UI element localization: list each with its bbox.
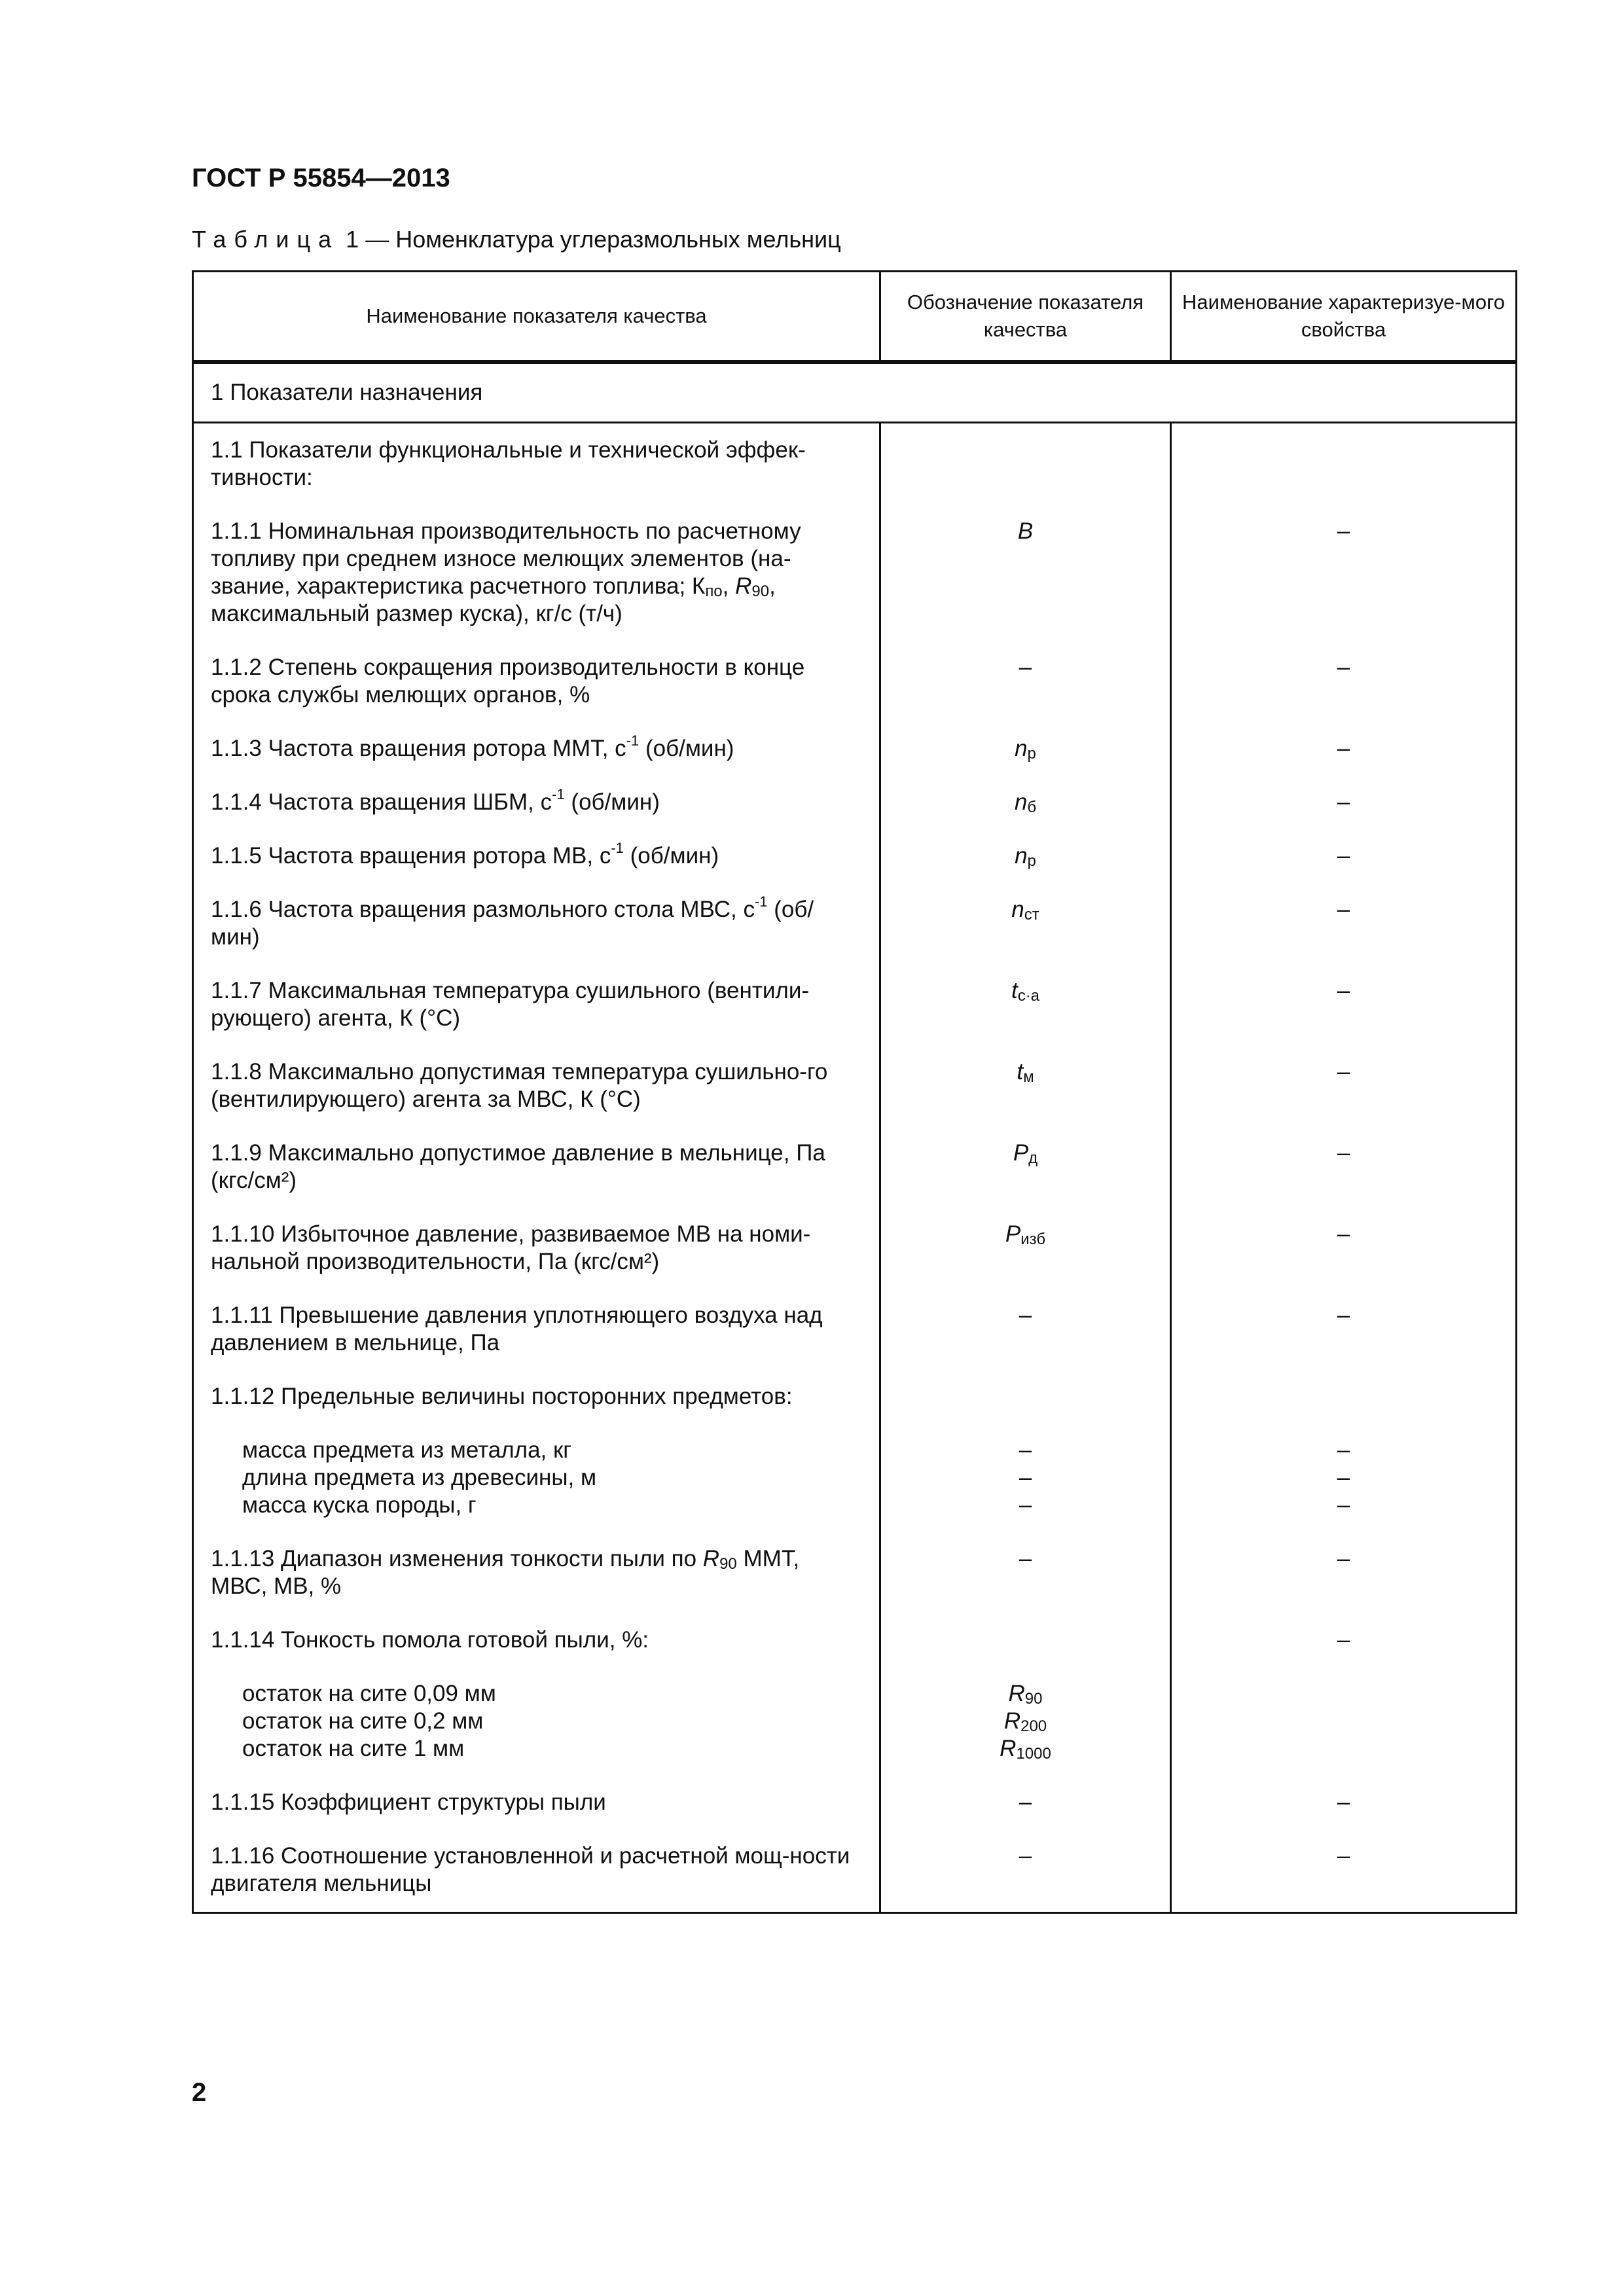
row-1-1-8-symbol: $t_м$ (880, 1032, 1171, 1113)
row-1-1-8-text: 1.1.8 Максимально допустимая температура сушильно-го (вентилирующего) агента за МВС, К (°С) (193, 1032, 880, 1113)
table-row (193, 492, 1517, 628)
row-1-1-6-property: – (1171, 870, 1517, 951)
table-row (193, 1194, 1517, 1276)
table-row (193, 762, 1517, 816)
row-1-1-14-item: остаток на сите 1 мм (242, 1736, 465, 1761)
row-1-1-6-symbol: $n_{ст}$ (880, 870, 1171, 951)
row-1-1-4-text: 1.1.4 Частота вращения ШБМ, $с^{-1}$ (об/мин) (193, 762, 880, 816)
row-1-1-12-property: – – – (1171, 1357, 1517, 1519)
row-1-1-3-symbol: $n_р$ (880, 709, 1171, 762)
row-1-1-12-item: длина предмета из древесины, м (242, 1465, 597, 1490)
row-1-1-8-property: – (1171, 1032, 1517, 1113)
header-indicator-designation: Обозначение показателя качества (880, 272, 1171, 363)
row-1-1-15-symbol: – (880, 1763, 1171, 1816)
row-1-1-9-property: – (1171, 1113, 1517, 1194)
row-1-1-12-text: 1.1.12 Предельные величины посторонних предметов: масса предмета из металла, кг длина предмета из древесины, м масса куска породы, г (193, 1357, 880, 1519)
row-1-1-11-symbol: – (880, 1276, 1171, 1357)
row-1-1-12-item: масса предмета из металла, кг (242, 1437, 572, 1463)
row-1-1-14-symbol: $R_{90}$ $R_{200}$ $R_{1000}$ (880, 1600, 1171, 1763)
row-1-1-7-property: – (1171, 951, 1517, 1032)
row-1-1-5-symbol: $n_р$ (880, 816, 1171, 870)
row-1-1-10-text: 1.1.10 Избыточное давление, развиваемое МВ на номи-нальной производительности, Па (кгс/см²) (193, 1194, 880, 1276)
table-row (193, 1357, 1517, 1519)
table-row (193, 1519, 1517, 1600)
table-row (193, 1763, 1517, 1816)
row-1-1-2-property: – (1171, 628, 1517, 709)
table-row (193, 709, 1517, 762)
row-1-1-13-text: 1.1.13 Диапазон изменения тонкости пыли по $R_{90}$ ММТ, МВС, МВ, % (193, 1519, 880, 1600)
table-header-row (193, 272, 1517, 363)
row-1-1-6-text: 1.1.6 Частота вращения размольного стола МВС, $с^{-1}$ (об/мин) (193, 870, 880, 951)
row-1-1-9-symbol: $P_д$ (880, 1113, 1171, 1194)
row-1-1-15-property: – (1171, 1763, 1517, 1816)
row-1-1-9-text: 1.1.9 Максимально допустимое давление в мельнице, Па (кгс/см²) (193, 1113, 880, 1194)
row-1-1-16-symbol: – (880, 1816, 1171, 1913)
row-1-1-text: 1.1 Показатели функциональные и технической эффек-тивности: (193, 423, 880, 492)
row-1-1-5-property: – (1171, 816, 1517, 870)
section-title: 1 Показатели назначения (193, 362, 1517, 423)
table-row (193, 1600, 1517, 1763)
row-1-1-14-property: – (1171, 1600, 1517, 1763)
table-row (193, 870, 1517, 951)
row-1-1-1-text: 1.1.1 Номинальная производительность по расчетному топливу при среднем износе мелющих элементов (на-звание, характеристика расчетного топлива; Кпо, $R_{90}$, максимальный размер куска), кг/с (т/ч) (193, 492, 880, 628)
row-1-1-12-symbol: – – – (880, 1357, 1171, 1519)
row-1-1-11-text: 1.1.11 Превышение давления уплотняющего воздуха над давлением в мельнице, Па (193, 1276, 880, 1357)
table-row (193, 1816, 1517, 1913)
row-1-1-15-text: 1.1.15 Коэффициент структуры пыли (193, 1763, 880, 1816)
document-code: ГОСТ Р 55854—2013 (192, 164, 450, 192)
row-1-1-7-text: 1.1.7 Максимальная температура сушильного (вентили-рующего) агента, К (°С) (193, 951, 880, 1032)
table-row (193, 951, 1517, 1032)
header-quality-indicator: Наименование показателя качества (193, 272, 880, 363)
table-caption-word: Таблица (192, 226, 340, 253)
row-1-1-14-text: 1.1.14 Тонкость помола готовой пыли, %: остаток на сите 0,09 мм остаток на сите 0,2 мм остаток на сите 1 мм (193, 1600, 880, 1763)
row-1-1-14-item: остаток на сите 0,09 мм (242, 1681, 496, 1706)
page-number: 2 (192, 2078, 207, 2107)
row-1-1-14-item: остаток на сите 0,2 мм (242, 1708, 484, 1734)
section-row (193, 362, 1517, 423)
row-1-1-2-symbol: – (880, 628, 1171, 709)
header-property-name: Наименование характеризуе-мого свойства (1171, 272, 1517, 363)
table-caption (192, 226, 841, 253)
table-row (193, 816, 1517, 870)
row-1-1-13-symbol: – (880, 1519, 1171, 1600)
row-1-1-1-symbol: B (880, 492, 1171, 628)
row-1-1-12-item: масса куска породы, г (242, 1492, 477, 1518)
row-1-1-16-text: 1.1.16 Соотношение установленной и расчетной мощ-ности двигателя мельницы (193, 1816, 880, 1913)
row-1-1-16-property: – (1171, 1816, 1517, 1913)
table-row (193, 1113, 1517, 1194)
row-1-1-3-property: – (1171, 709, 1517, 762)
row-1-1-10-symbol: $P_{изб}$ (880, 1194, 1171, 1276)
row-1-1-11-property: – (1171, 1276, 1517, 1357)
row-1-1-2-text: 1.1.2 Степень сокращения производительности в конце срока службы мелющих органов, % (193, 628, 880, 709)
row-1-1-3-text: 1.1.3 Частота вращения ротора ММТ, $с^{-1}$ (об/мин) (193, 709, 880, 762)
table-row (193, 1032, 1517, 1113)
row-1-1-4-property: – (1171, 762, 1517, 816)
table-caption-title: 1 — Номенклатура углеразмольных мельниц (346, 226, 841, 253)
row-1-1-4-symbol: $n_б$ (880, 762, 1171, 816)
table-row (193, 423, 1517, 492)
table-row (193, 1276, 1517, 1357)
row-1-1-5-text: 1.1.5 Частота вращения ротора МВ, $с^{-1}$ (об/мин) (193, 816, 880, 870)
row-1-1-10-property: – (1171, 1194, 1517, 1276)
table-row (193, 628, 1517, 709)
row-1-1-1-property: – (1171, 492, 1517, 628)
row-1-1-7-symbol: $t_{с\cdot а}$ (880, 951, 1171, 1032)
row-1-1-13-property: – (1171, 1519, 1517, 1600)
nomenclature-table (192, 270, 1517, 1914)
